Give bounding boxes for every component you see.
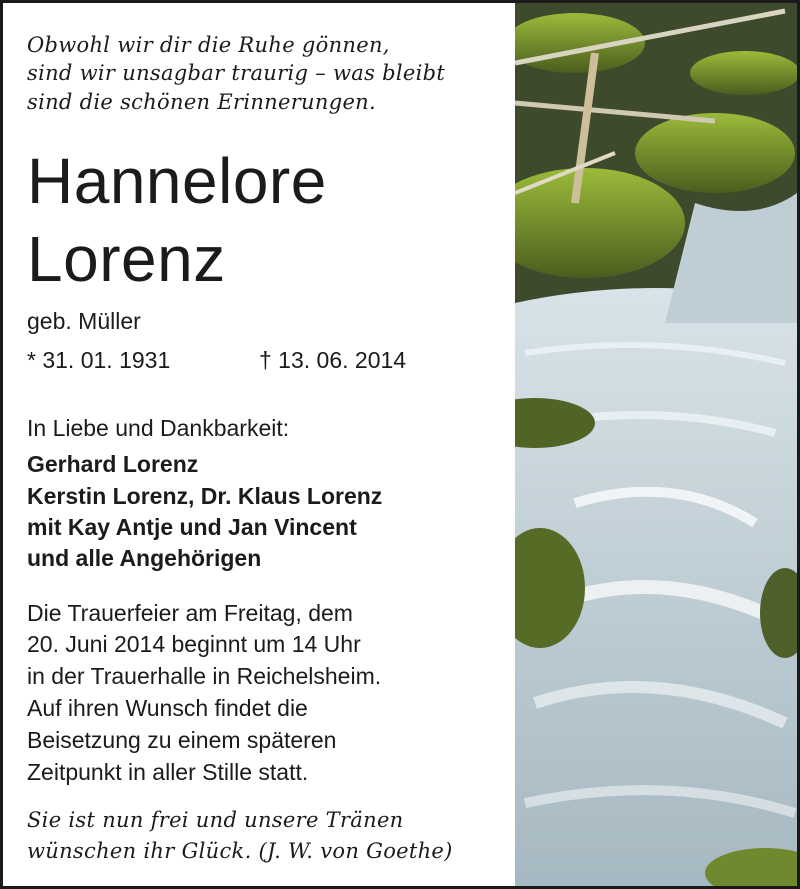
- waterfall-stream-photo: [515, 3, 797, 886]
- mourner-line: mit Kay Antje und Jan Vincent: [27, 514, 357, 540]
- funeral-info-line: 20. Juni 2014 beginnt um 14 Uhr: [27, 631, 361, 657]
- text-column: [3, 3, 515, 886]
- funeral-info-line: Beisetzung zu einem späteren: [27, 727, 337, 753]
- mourner-line: Kerstin Lorenz, Dr. Klaus Lorenz: [27, 483, 383, 509]
- maiden-name: geb. Müller: [27, 308, 141, 334]
- closing-quote-line-1: Sie ist nun frei und unsere Tränen: [27, 808, 404, 832]
- mourner-line: und alle Angehörigen: [27, 545, 262, 571]
- mourner-line: Gerhard Lorenz: [27, 451, 199, 477]
- waterfall-illustration: [515, 3, 797, 886]
- last-name: Lorenz: [27, 223, 226, 295]
- death-date: † 13. 06. 2014: [259, 347, 407, 373]
- verse-line-1: Obwohl wir dir die Ruhe gönnen,: [27, 33, 390, 57]
- first-name: Hannelore: [27, 145, 327, 217]
- closing-quote-line-2: wünschen ihr Glück. (J. W. von Goethe): [27, 839, 453, 863]
- birth-date: * 31. 01. 1931: [27, 347, 171, 373]
- funeral-info-line: Zeitpunkt in aller Stille statt.: [27, 759, 309, 785]
- funeral-info-line: Auf ihren Wunsch findet die: [27, 695, 308, 721]
- mourners-heading: In Liebe und Dankbarkeit:: [27, 415, 290, 441]
- funeral-info-line: Die Trauerfeier am Freitag, dem: [27, 600, 353, 626]
- funeral-info-line: in der Trauerhalle in Reichelsheim.: [27, 663, 382, 689]
- verse-line-2: sind wir unsagbar traurig – was bleibt: [27, 61, 446, 85]
- verse-line-3: sind die schönen Erinnerungen.: [27, 90, 376, 114]
